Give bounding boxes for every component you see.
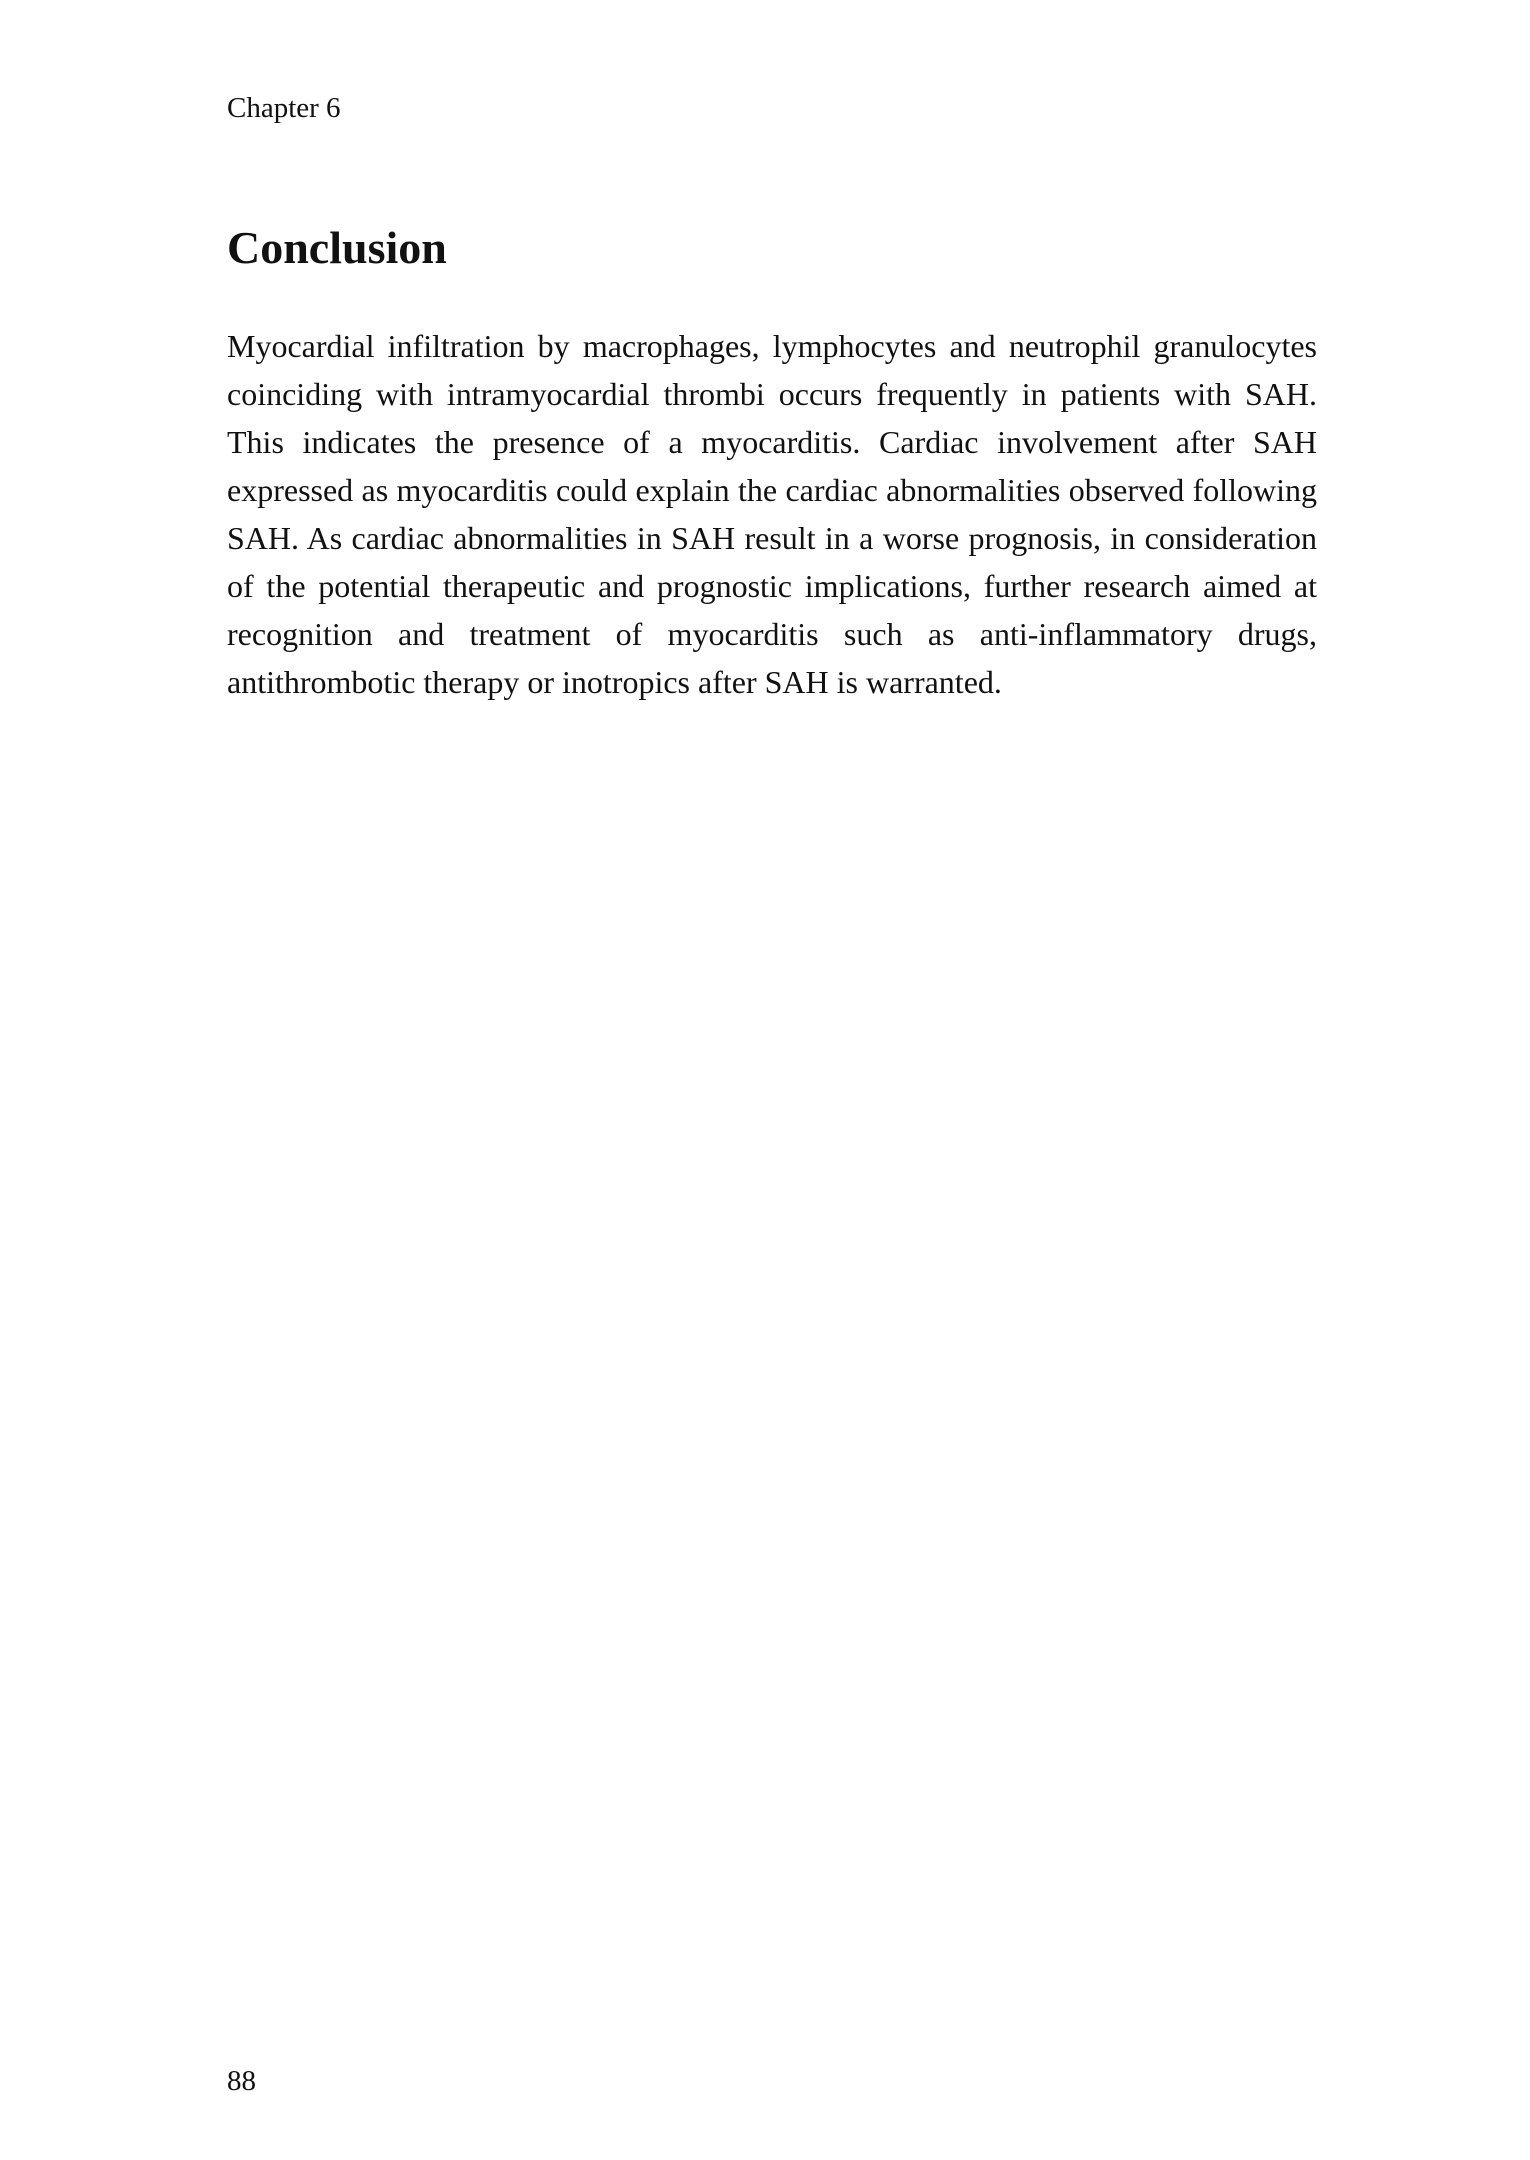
section-heading: Conclusion: [227, 222, 447, 273]
page-number: 88: [227, 2065, 256, 2097]
conclusion-paragraph: Myocardial infiltration by macrophages, lymphocytes and neutrophil granulocytes coinciding with intramyocardial thrombi occurs frequently in patients with SAH. This indicates the presence of a myocarditis. Cardiac involvement after SAH expressed as myocarditis could explain the cardiac abnormalities observed following SAH. As cardiac abnormalities in SAH result in a worse prognosis, in consideration of the potential therapeutic and prognostic implications, further research aimed at recognition and treatment of myocarditis such as anti-inflammatory drugs, antithrombotic therapy or inotropics after SAH is warranted.: [227, 328, 1317, 700]
running-header: Chapter 6: [227, 92, 341, 124]
